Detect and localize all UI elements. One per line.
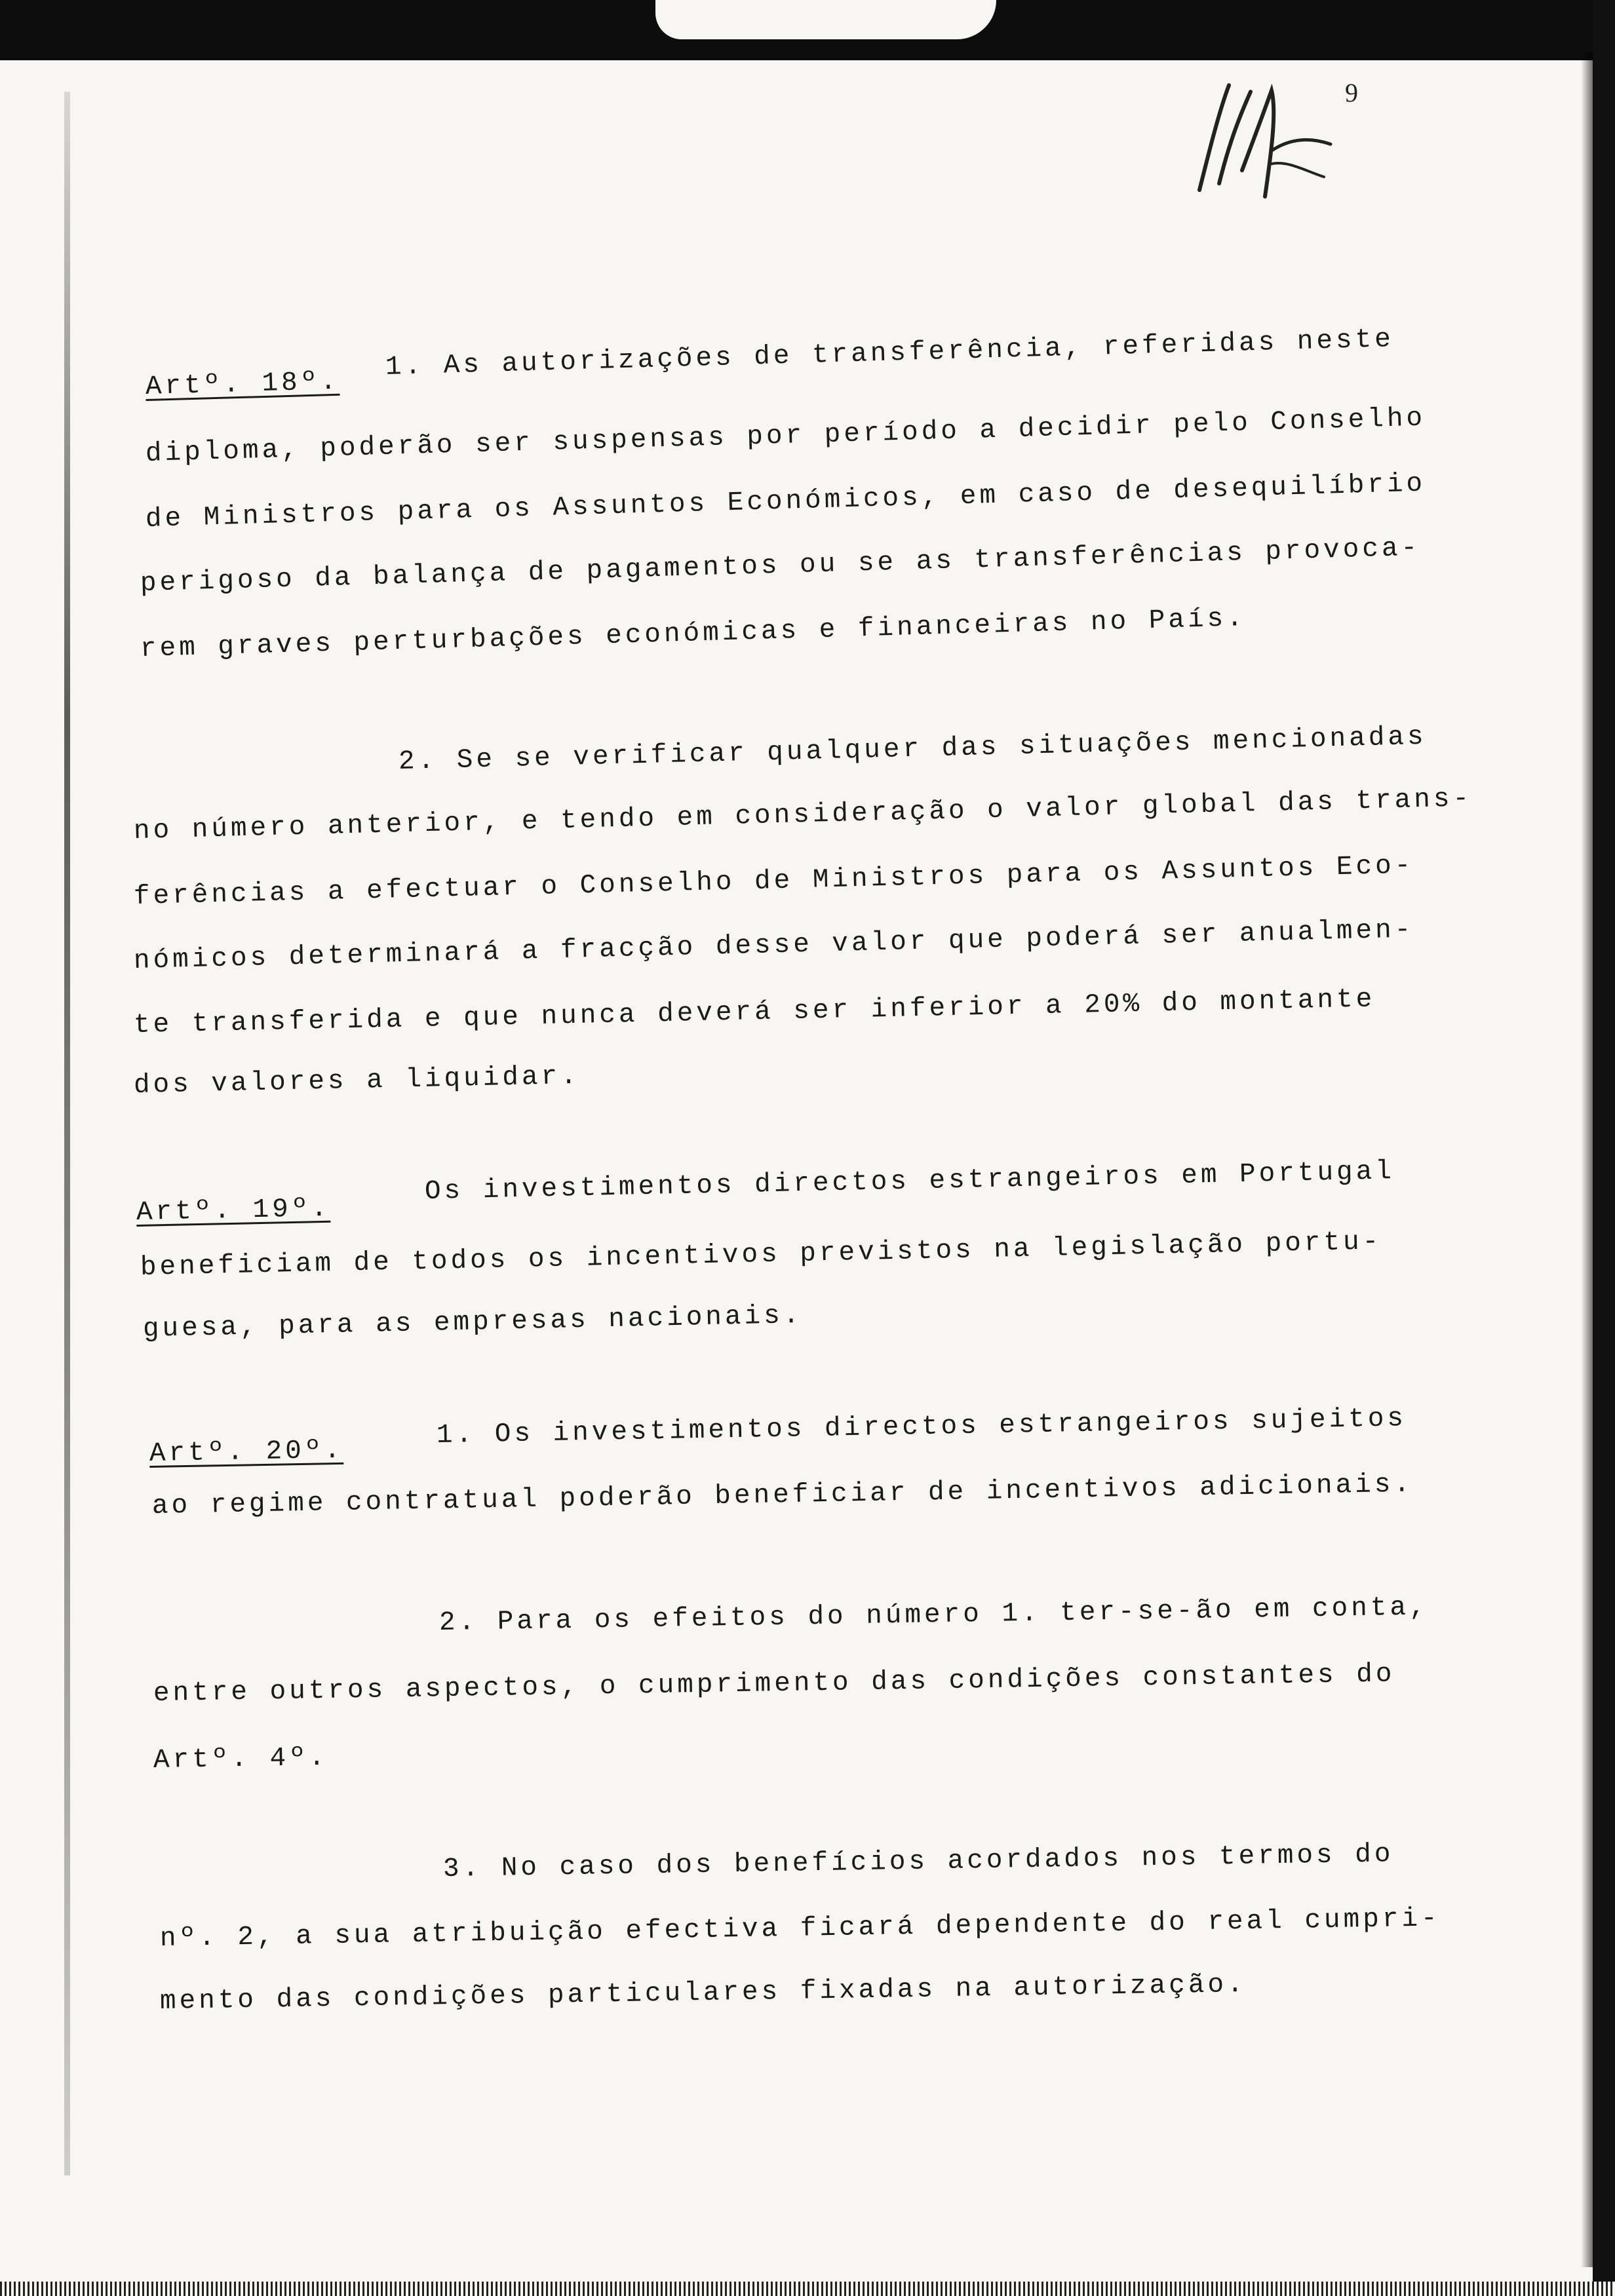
article-20-p2-line: 2. Para os efeitos do número 1. ter-se-ão em conta, bbox=[438, 1592, 1429, 1638]
article-20-p1-line: 1. Os investimentos directos estrangeiros sujeitos bbox=[436, 1404, 1407, 1451]
article-20-label: Artº. 20º. bbox=[149, 1435, 344, 1469]
article-18-p2-line: nómicos determinará a fracção desse valor que poderá ser anualmen- bbox=[133, 915, 1414, 976]
scan-right-shadow bbox=[1581, 52, 1593, 2267]
article-19-p1-line: guesa, para as empresas nacionais. bbox=[142, 1300, 803, 1345]
scan-right-border bbox=[1593, 0, 1615, 2296]
article-20-p1-line: ao regime contratual poderão beneficiar de incentivos adicionais. bbox=[151, 1469, 1414, 1521]
article-18-p1-line: rem graves perturbações económicas e financeiras no País. bbox=[140, 603, 1247, 664]
article-18-p2-line: 2. Se se verificar qualquer das situações mencionadas bbox=[398, 721, 1428, 777]
scan-top-gap bbox=[655, 0, 996, 39]
article-19-label: Artº. 19º. bbox=[136, 1193, 331, 1228]
article-20-p3-line: nº. 2, a sua atribuição efectiva ficará dependente do real cumpri- bbox=[159, 1904, 1441, 1954]
scan-bottom-border bbox=[0, 2282, 1615, 2296]
article-20-p3-line: mento das condições particulares fixadas na autorização. bbox=[159, 1969, 1247, 2017]
article-18-p2-line: te transferida e que nunca deverá ser inferior a 20% do montante bbox=[133, 984, 1376, 1041]
article-19-p1-line: beneficiam de todos os incentivos previstos na legislação portu- bbox=[140, 1227, 1382, 1283]
article-18-p1-line: perigoso da balança de pagamentos ou se as transferências provoca- bbox=[140, 533, 1421, 599]
article-18-p1-line: de Ministros para os Assuntos Económicos, em caso de desequilíbrio bbox=[145, 469, 1426, 535]
article-18-p1-line: 1. As autorizações de transferência, referidas neste bbox=[385, 324, 1395, 383]
article-20-p2-line: entre outros aspectos, o cumprimento das condições constantes do bbox=[153, 1659, 1395, 1709]
article-20-p3-line: 3. No caso dos benefícios acordados nos termos do bbox=[442, 1839, 1394, 1885]
article-20-p2-line: Artº. 4º. bbox=[153, 1742, 328, 1776]
page-number: 9 bbox=[1345, 78, 1358, 107]
article-18-label: Artº. 18º. bbox=[145, 366, 340, 402]
article-18-p2-line: dos valores a liquidar. bbox=[133, 1061, 581, 1101]
article-18-p1-line: diploma, poderão ser suspensas por período a decidir pelo Conselho bbox=[145, 403, 1426, 469]
article-18-p2-line: no número anterior, e tendo em consideração o valor global das trans- bbox=[133, 784, 1473, 847]
article-19-p1-line: Os investimentos directos estrangeiros em Portugal bbox=[424, 1157, 1395, 1207]
handwritten-initials-stamp bbox=[1173, 72, 1337, 210]
scan-left-edge bbox=[64, 92, 70, 2175]
article-18-p2-line: ferências a efectuar o Conselho de Ministros para os Assuntos Eco- bbox=[133, 851, 1414, 912]
